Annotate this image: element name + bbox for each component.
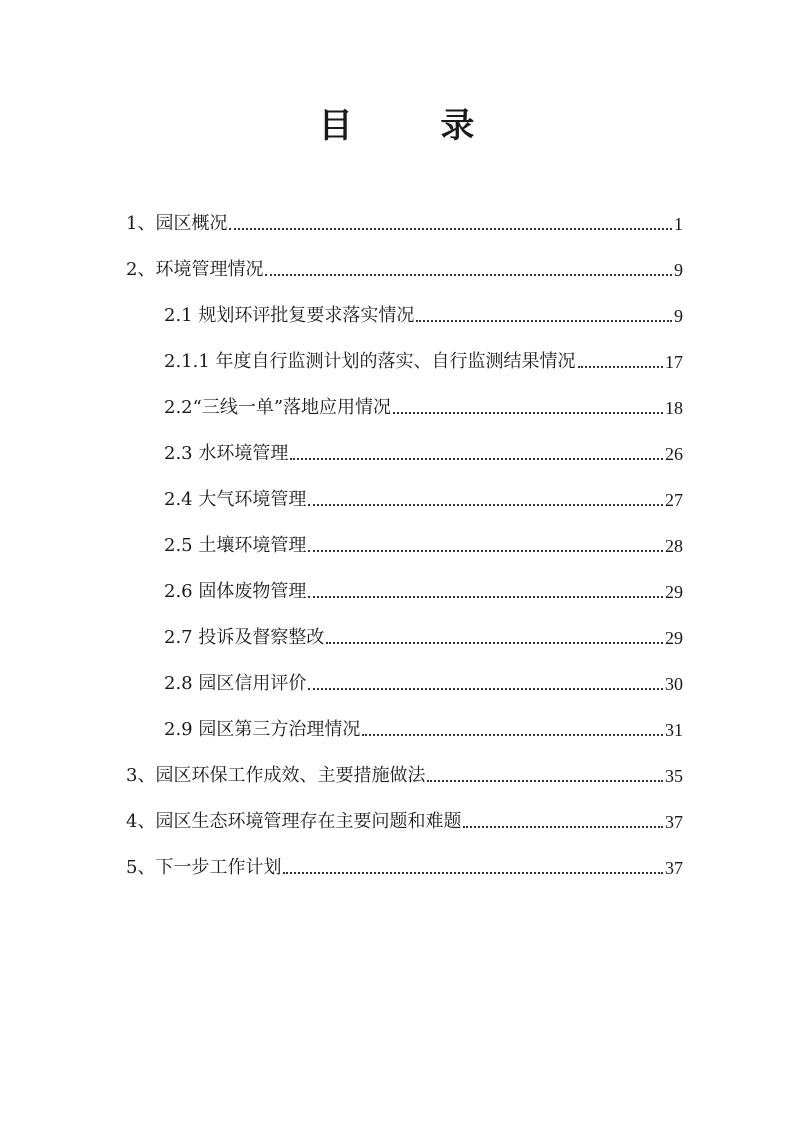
dot-leader <box>308 596 663 598</box>
toc-entry-label: 2.1.1 年度自行监测计划的落实、自行监测结果情况 <box>164 351 576 372</box>
toc-page-number: 31 <box>665 720 683 740</box>
toc-entry-label: 1、园区概况 <box>126 213 228 234</box>
toc-entry-label: 2.2“三线一单”落地应用情况 <box>164 397 392 418</box>
toc-page-number: 28 <box>665 536 683 556</box>
toc-entry-label: 2.7 投诉及督察整改 <box>164 627 325 648</box>
toc-entry[interactable] <box>164 342 683 374</box>
toc-page-number: 17 <box>665 352 683 372</box>
dot-leader <box>362 734 663 736</box>
toc-entry[interactable] <box>126 802 683 834</box>
toc-page-number: 35 <box>665 766 683 786</box>
toc-page-number: 26 <box>665 444 683 464</box>
toc-entry-label: 5、下一步工作计划 <box>126 857 282 878</box>
toc-entry-label: 3、园区环保工作成效、主要措施做法 <box>126 765 426 786</box>
toc-entry[interactable] <box>164 480 683 512</box>
toc-entry-label: 2.6 固体废物管理 <box>164 581 307 602</box>
dot-leader <box>416 320 672 322</box>
dot-leader <box>290 458 663 460</box>
toc-page-number: 9 <box>674 260 683 280</box>
dot-leader <box>265 274 672 276</box>
toc-page-number: 27 <box>665 490 683 510</box>
toc-entry[interactable] <box>126 756 683 788</box>
toc-page-number: 37 <box>665 812 683 832</box>
toc-page-number: 29 <box>665 582 683 602</box>
toc-entry[interactable] <box>164 296 683 328</box>
toc-entry[interactable] <box>164 618 683 650</box>
toc-entry[interactable] <box>164 526 683 558</box>
toc-page-number: 30 <box>665 674 683 694</box>
dot-leader <box>463 826 663 828</box>
dot-leader <box>427 780 663 782</box>
toc-entry-label: 2.5 土壤环境管理 <box>164 535 307 556</box>
toc-entry[interactable] <box>126 250 683 282</box>
toc-entry[interactable] <box>126 848 683 880</box>
dot-leader <box>393 412 663 414</box>
toc-page-number: 37 <box>665 858 683 878</box>
toc-entry-label: 2.8 园区信用评价 <box>164 673 307 694</box>
dot-leader <box>229 228 672 230</box>
toc-entry[interactable] <box>126 204 683 236</box>
dot-leader <box>578 366 663 368</box>
toc-entry[interactable] <box>164 388 683 420</box>
toc-page-number: 1 <box>674 214 683 234</box>
toc-entry-label: 2.3 水环境管理 <box>164 443 289 464</box>
toc-page-number: 9 <box>674 306 683 326</box>
toc-page-number: 29 <box>665 628 683 648</box>
page-title: 目 录 <box>318 106 513 146</box>
toc-entry-label: 2.4 大气环境管理 <box>164 489 307 510</box>
dot-leader <box>308 504 663 506</box>
dot-leader <box>308 550 663 552</box>
toc-entry[interactable] <box>164 710 683 742</box>
dot-leader <box>326 642 663 644</box>
toc-entry[interactable] <box>164 664 683 696</box>
dot-leader <box>308 688 663 690</box>
dot-leader <box>283 872 663 874</box>
toc-page-number: 18 <box>665 398 683 418</box>
toc-entry-label: 2、环境管理情况 <box>126 259 264 280</box>
toc-entry[interactable] <box>164 434 683 466</box>
toc-entry-label: 2.1 规划环评批复要求落实情况 <box>164 305 415 326</box>
toc-entry[interactable] <box>164 572 683 604</box>
toc-entry-label: 2.9 园区第三方治理情况 <box>164 719 361 740</box>
toc-entry-label: 4、园区生态环境管理存在主要问题和难题 <box>126 811 462 832</box>
